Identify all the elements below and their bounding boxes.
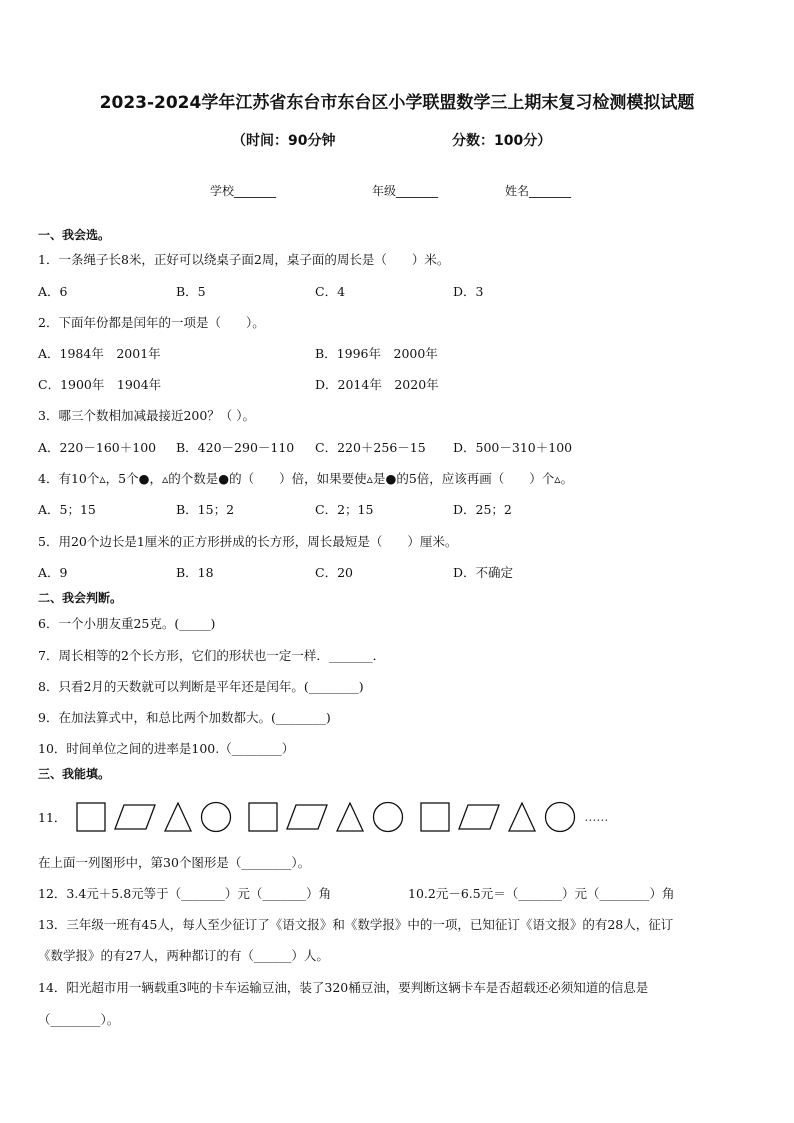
q1-option-c[interactable]: C．4	[315, 284, 346, 299]
question-13-line-1: 13．三年级一班有45人，每人至少征订了《语文报》和《数学报》中的一项，已知征订《语文报》的有28人，征订	[38, 917, 674, 932]
parallelogram-shape	[114, 804, 156, 830]
sequence-ellipsis: ……	[584, 810, 609, 824]
q2-option-a[interactable]: A．1984年 2001年	[38, 346, 161, 361]
name-field[interactable]: 姓名_______	[505, 184, 572, 198]
square-shape	[248, 802, 278, 832]
question-8: 8．只看2月的天数就可以判断是平年还是闰年。(________)	[38, 679, 364, 694]
q1-option-a[interactable]: A．6	[38, 284, 68, 299]
circle-shape	[544, 801, 576, 833]
q2-option-c[interactable]: C．1900年 1904年	[38, 377, 162, 392]
question-10: 10．时间单位之间的进率是100.（________）	[38, 741, 295, 756]
question-14-line-2: （________）。	[38, 1012, 120, 1027]
square-shape	[76, 802, 106, 832]
q3-option-c[interactable]: C．220＋256－15	[315, 440, 426, 455]
question-1: 1．一条绳子长8米，正好可以绕桌子面2周，桌子面的周长是（ ）米。	[38, 252, 450, 267]
q4-option-b[interactable]: B．15；2	[176, 502, 235, 517]
triangle-shape	[336, 802, 364, 832]
parallelogram-shape	[286, 804, 328, 830]
section-heading-judge: 二、我会判断。	[38, 591, 123, 605]
question-2: 2．下面年份都是闰年的一项是（ ）。	[38, 315, 265, 330]
question-12-part-b: 10.2元－6.5元＝（_______）元（________）角	[408, 886, 675, 901]
q4-option-a[interactable]: A．5；15	[38, 502, 96, 517]
school-field[interactable]: 学校_______	[210, 184, 277, 198]
exam-score: 分数：100分）	[452, 133, 552, 149]
circle-shape	[200, 801, 232, 833]
question-11-label: 11．	[38, 810, 67, 825]
question-14-line-1: 14．阳光超市用一辆载重3吨的卡车运输豆油，装了320桶豆油，要判断这辆卡车是否超载还必须知道的信息是	[38, 980, 649, 995]
question-3: 3．哪三个数相加减最接近200？（ ）。	[38, 408, 256, 423]
exam-title: 2023-2024学年江苏省东台市东台区小学联盟数学三上期末复习检测模拟试题	[99, 93, 695, 113]
q3-option-d[interactable]: D．500－310＋100	[453, 440, 573, 455]
question-4: 4．有10个▵，5个●，▵的个数是●的（ ）倍，如果要使▵是●的5倍，应该再画（ ）个▵。	[38, 471, 574, 486]
section-heading-choose: 一、我会选。	[38, 228, 111, 242]
q5-option-a[interactable]: A．9	[38, 565, 68, 580]
q3-option-a[interactable]: A．220－160＋100	[38, 440, 157, 455]
q5-option-b[interactable]: B．18	[176, 565, 214, 580]
q1-option-d[interactable]: D．3	[453, 284, 484, 299]
exam-time: （时间：90分钟	[232, 133, 336, 149]
q5-option-c[interactable]: C．20	[315, 565, 353, 580]
question-12-part-a: 12．3.4元＋5.8元等于（_______）元（_______）角	[38, 886, 332, 901]
triangle-shape	[164, 802, 192, 832]
q1-option-b[interactable]: B．5	[176, 284, 206, 299]
circle-shape	[372, 801, 404, 833]
q4-option-d[interactable]: D．25；2	[453, 502, 512, 517]
q2-option-b[interactable]: B．1996年 2000年	[315, 346, 438, 361]
q5-option-d[interactable]: D．不确定	[453, 565, 514, 580]
shape-sequence	[38, 800, 608, 834]
q2-option-d[interactable]: D．2014年 2020年	[315, 377, 439, 392]
parallelogram-shape	[458, 804, 500, 830]
q3-option-b[interactable]: B．420－290－110	[176, 440, 295, 455]
triangle-shape	[508, 802, 536, 832]
question-13-line-2: 《数学报》的有27人，两种都订的有（______）人。	[38, 948, 329, 963]
square-shape	[420, 802, 450, 832]
question-11: 在上面一列图形中，第30个图形是（________）。	[38, 855, 311, 870]
question-6: 6．一个小朋友重25克。(_____)	[38, 616, 216, 631]
grade-field[interactable]: 年级_______	[372, 184, 439, 198]
section-heading-fill: 三、我能填。	[38, 767, 111, 781]
question-9: 9．在加法算式中，和总比两个加数都大。(________)	[38, 710, 331, 725]
question-7: 7．周长相等的2个长方形，它们的形状也一定一样．_______．	[38, 648, 386, 663]
question-5: 5．用20个边长是1厘米的正方形拼成的长方形，周长最短是（ ）厘米。	[38, 534, 458, 549]
q4-option-c[interactable]: C．2；15	[315, 502, 374, 517]
